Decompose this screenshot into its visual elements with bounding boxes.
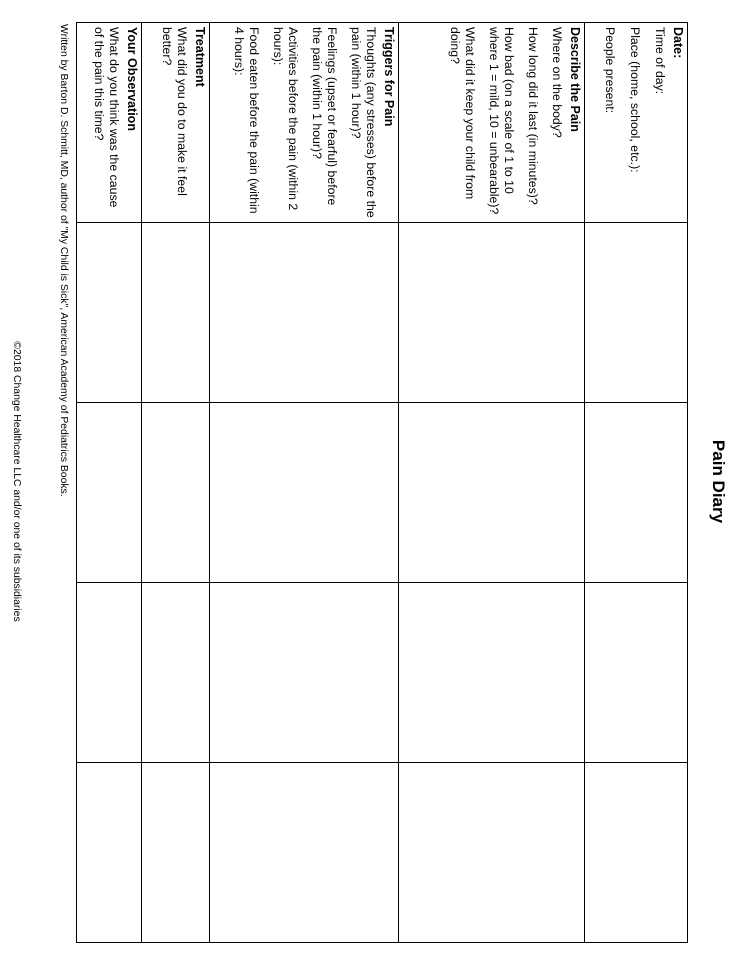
section-heading: Describe the Pain [568, 27, 582, 132]
question: What did you do to make it feel better? [160, 27, 189, 196]
section-date [585, 23, 687, 222]
question: How long did it last (in minutes)? [526, 27, 540, 205]
question: What did it keep your child from doing? [448, 27, 477, 200]
column-divider [77, 762, 687, 763]
copyright-notice: ©2018 Change Healthcare LLC and/or one of its subsidiaries [11, 341, 22, 622]
section-heading: Triggers for Pain [382, 27, 396, 127]
diary-table [76, 22, 688, 943]
question: How bad (on a scale of 1 to 10 where 1 = mild, 10 = unbearable)? [487, 27, 516, 215]
section-treatment [142, 23, 209, 222]
question: Place (home, school, etc.): [628, 27, 642, 173]
page-title: Pain Diary [709, 439, 728, 524]
question: Where on the body? [550, 27, 564, 138]
column-divider [77, 222, 687, 223]
question: People present: [603, 27, 617, 114]
question: Feelings (upset or fearful) before the pain (within 1 hour)? [310, 27, 339, 206]
author-credit: Written by Barton D. Schmitt, MD, author of "My Child is Sick", American Academy of Pediatrics Books. [58, 24, 69, 497]
section-heading: Your Observation [125, 27, 139, 131]
section-heading: Treatment [193, 27, 207, 87]
question: What do you think was the cause of the pain this time? [92, 27, 121, 208]
section-observation [75, 23, 141, 222]
section-describe-pain [399, 23, 584, 222]
section-triggers [210, 23, 398, 222]
question: Activities before the pain (within 2 hours): [271, 27, 300, 211]
question: Food eaten before the pain (within 4 hours): [232, 27, 261, 214]
column-divider [77, 582, 687, 583]
question: Time of day: [653, 27, 667, 95]
question: Thoughts (any stresses) before the pain (within 1 hour)? [349, 27, 378, 218]
section-heading: Date: [671, 27, 685, 59]
column-divider [77, 402, 687, 403]
